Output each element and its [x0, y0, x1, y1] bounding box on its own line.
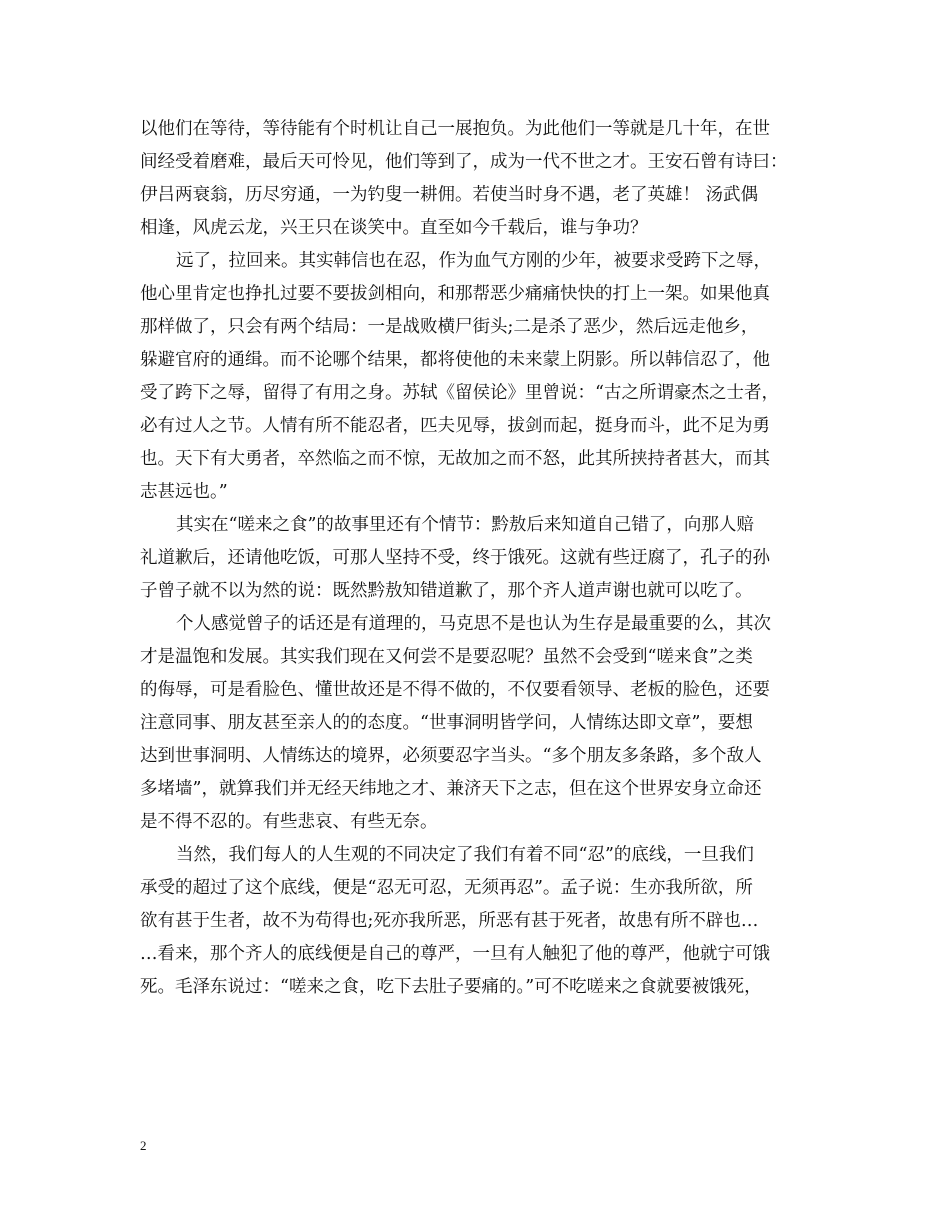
text-line: 受了跨下之辱，留得了有用之身。苏轼《留侯论》里曾说：“古之所谓豪杰之士者，: [140, 383, 779, 403]
text-line: 欲有甚于生者，故不为苟得也;死亦我所恶，所恶有甚于死者，故患有所不辟也…: [140, 911, 759, 931]
text-line: 志甚远也。”: [140, 482, 228, 502]
text-line: 他心里肯定也挣扎过要不要拔剑相向，和那帮恶少痛痛快快的打上一架。如果他真: [140, 284, 770, 304]
text-line: 多堵墙”，就算我们并无经天纬地之才、兼济天下之志，但在这个世界安身立命还: [140, 779, 762, 799]
text-line: 承受的超过了这个底线，便是“忍无可忍，无须再忍”。孟子说：生亦我所欲，所: [140, 878, 753, 898]
text-line: 必有过人之节。人情有所不能忍者，匹夫见辱，拔剑而起，挺身而斗，此不足为勇: [140, 416, 770, 436]
text-line: 的侮辱，可是看脸色、懂世故还是不得不做的，不仅要看领导、老板的脸色，还要: [140, 680, 770, 700]
text-line: 那样做了，只会有两个结局：一是战败横尸街头;二是杀了恶少，然后远走他乡，: [140, 317, 759, 337]
text-line: 注意同事、朋友甚至亲人的的态度。“世事洞明皆学问，人情练达即文章”，要想: [140, 713, 753, 733]
text-line: 个人感觉曾子的话还是有道理的，马克思不是也认为生存是最重要的么，其次: [176, 614, 771, 634]
text-line: 远了，拉回来。其实韩信也在忍，作为血气方刚的少年，被要求受跨下之辱，: [176, 251, 771, 271]
text-line: 当然，我们每人的人生观的不同决定了我们有着不同“忍”的底线，一旦我们: [176, 845, 754, 865]
body-text: [140, 113, 815, 1004]
text-line: 才是温饱和发展。其实我们现在又何尝不是要忍呢？虽然不会受到“嗟来食”之类: [140, 647, 753, 667]
text-line: 伊吕两衰翁，历尽穷通，一为钓叟一耕佣。若使当时身不遇，老了英雄！ 汤武偶: [140, 185, 759, 205]
text-line: 间经受着磨难，最后天可怜见，他们等到了，成为一代不世之才。王安石曾有诗曰：: [140, 152, 788, 172]
text-line: 躲避官府的通缉。而不论哪个结果，都将使他的未来蒙上阴影。所以韩信忍了，他: [140, 350, 770, 370]
text-line: 以他们在等待，等待能有个时机让自己一展抱负。为此他们一等就是几十年，在世: [140, 119, 770, 139]
text-line: 子曾子就不以为然的说：既然黔敖知错道歉了，那个齐人道声谢也就可以吃了。: [140, 581, 753, 601]
page-number: 2: [140, 1138, 147, 1153]
text-line: …看来，那个齐人的底线便是自己的尊严，一旦有人触犯了他的尊严，他就宁可饿: [140, 944, 770, 964]
text-line: 达到世事洞明、人情练达的境界，必须要忍字当头。“多个朋友多条路，多个敌人: [140, 746, 762, 766]
text-line: 相逢，风虎云龙，兴王只在谈笑中。直至如今千载后，谁与争功？: [140, 218, 648, 238]
text-line: 也。天下有大勇者，卒然临之而不惊，无故加之而不怒，此其所挟持者甚大，而其: [140, 449, 770, 469]
text-line: 死。毛泽东说过：“嗟来之食，吃下去肚子要痛的。”可不吃嗟来之食就要被饿死，: [140, 977, 762, 997]
text-line: 其实在“嗟来之食”的故事里还有个情节：黔敖后来知道自己错了，向那人赔: [176, 515, 754, 535]
text-line: 礼道歉后，还请他吃饭，可那人坚持不受，终于饿死。这就有些迂腐了，孔子的孙: [140, 548, 770, 568]
text-line: 是不得不忍的。有些悲哀、有些无奈。: [140, 812, 438, 832]
